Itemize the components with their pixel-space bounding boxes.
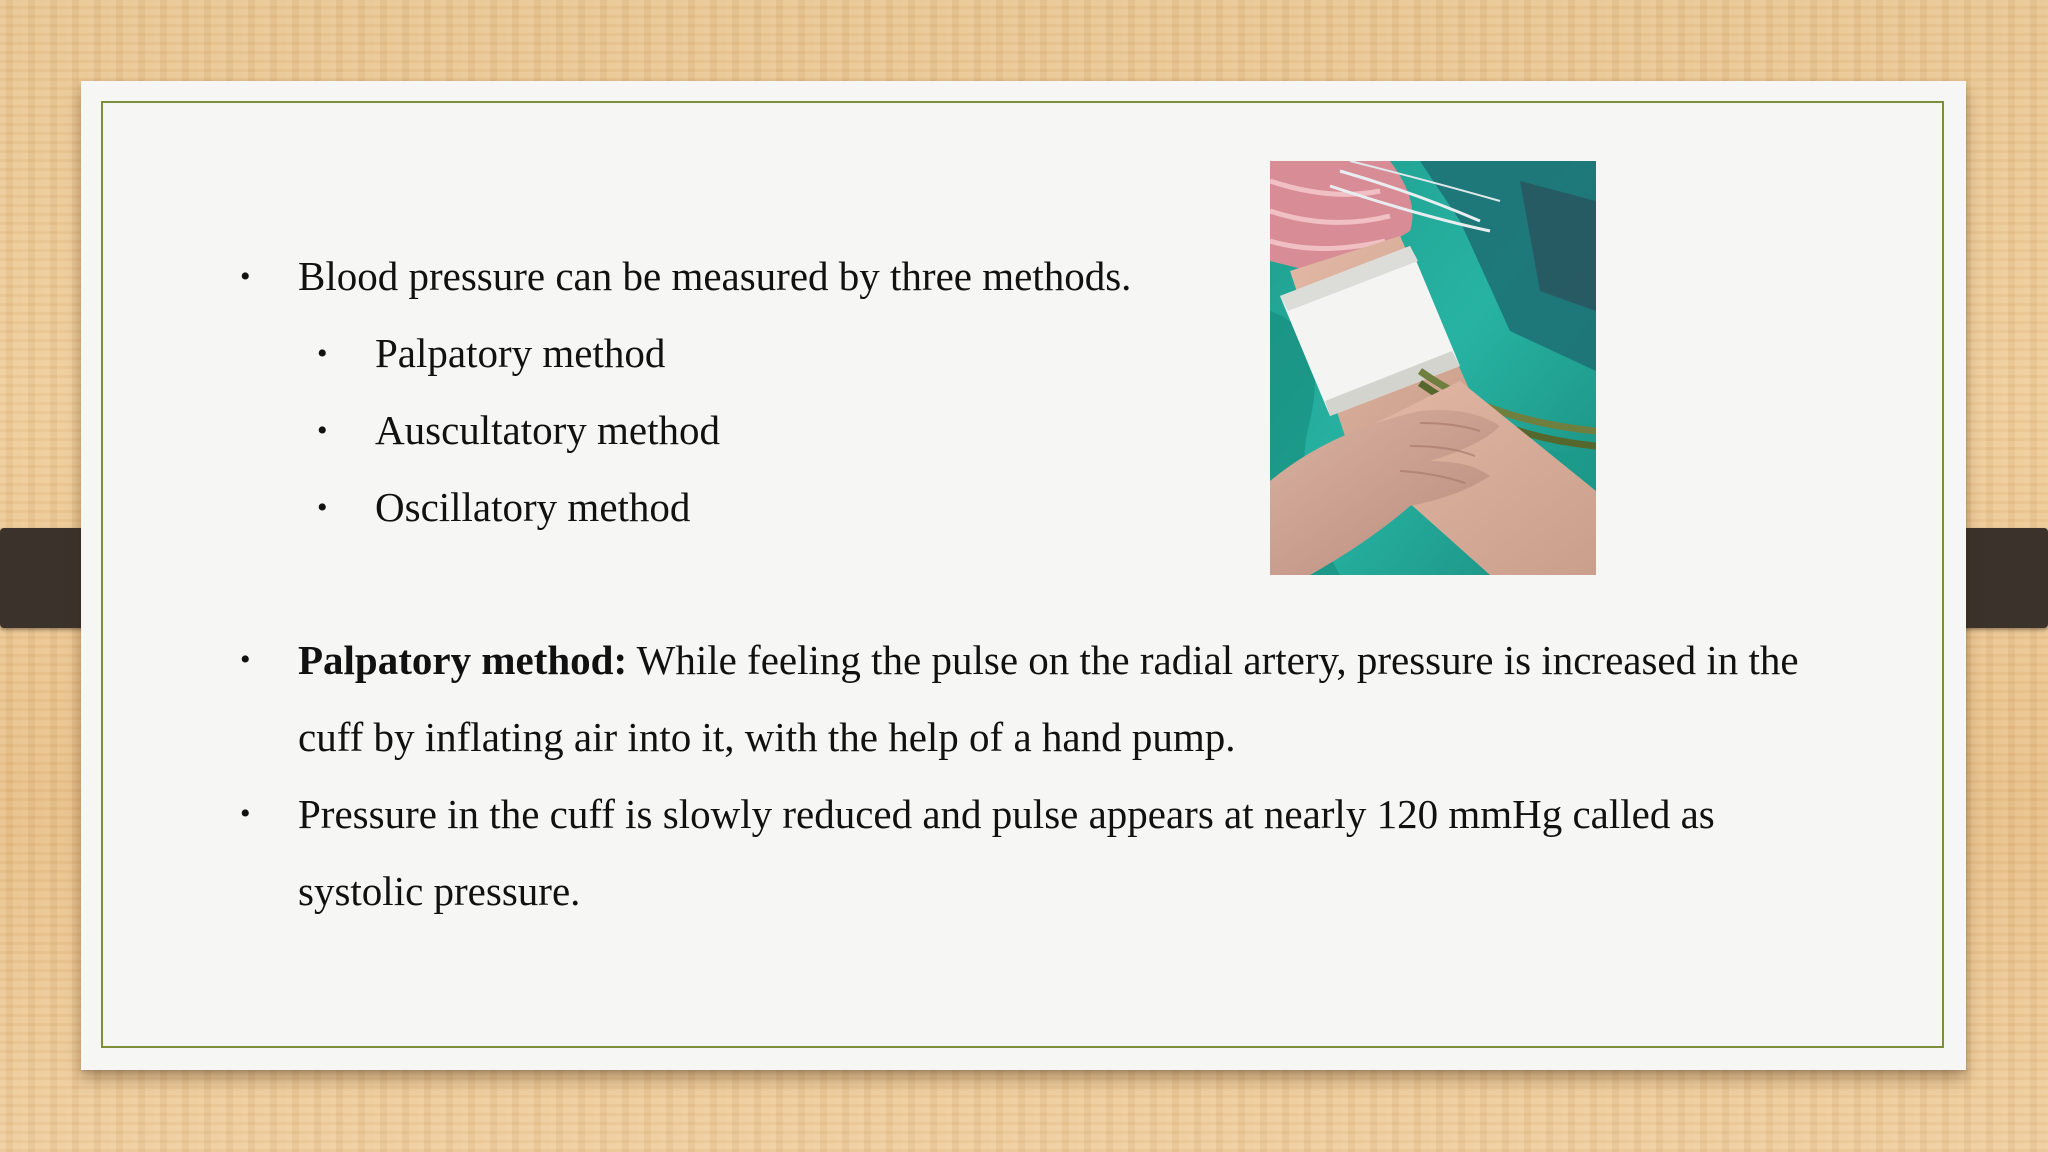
bullet-palpatory: Palpatory method (375, 330, 666, 376)
paragraph-palpatory-method (298, 622, 1818, 776)
paragraph-systolic-pressure (298, 776, 1818, 930)
bullet-oscillatory: Oscillatory method (375, 484, 691, 530)
paragraph-bold-label: Palpatory method: (298, 637, 628, 683)
bullet-icon: • (240, 643, 251, 676)
paragraph-text: While feeling the pulse on the radial artery, pressure is increased in the cuff by inflating air into it, with the help of a hand pump. (298, 637, 1799, 760)
bullet-icon: • (317, 337, 328, 370)
bullet-blood-pressure-methods: Blood pressure can be measured by three methods. (298, 253, 1132, 299)
bullet-icon: • (240, 797, 251, 830)
paragraph-text: Pressure in the cuff is slowly reduced and pulse appears at nearly 120 mmHg called as systolic pressure. (298, 791, 1715, 914)
bullet-icon: • (317, 491, 328, 524)
bullet-auscultatory: Auscultatory method (375, 407, 721, 453)
bullet-icon: • (240, 260, 251, 293)
bullet-icon: • (317, 414, 328, 447)
bp-cuff-photo (1270, 161, 1596, 575)
